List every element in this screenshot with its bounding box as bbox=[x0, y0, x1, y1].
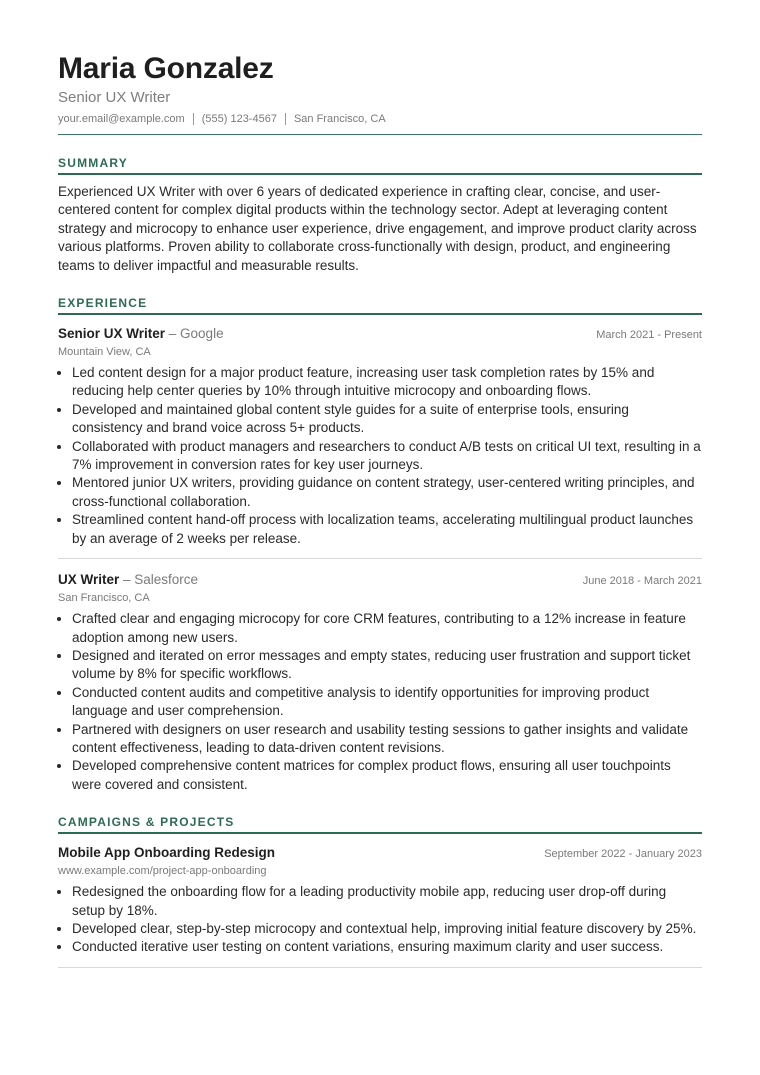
bullet-item: • Mentored junior UX writers, providing guidance on content strategy, user-centered writing principles, and cross-functional collaboration. bbox=[72, 474, 702, 511]
experience-entry-salesforce bbox=[58, 571, 702, 794]
candidate-name: Maria Gonzalez bbox=[58, 52, 274, 85]
bullet-item: • Developed and maintained global content style guides for a suite of enterprise tools, ensuring consistency and brand voice across 5+ products. bbox=[72, 401, 702, 438]
section-divider bbox=[58, 173, 702, 175]
bullet-item: • Developed clear, step-by-step microcopy and contextual help, improving initial feature discovery by 25%. bbox=[72, 920, 702, 938]
contact-phone[interactable]: (555) 123-4567 bbox=[201, 113, 277, 125]
candidate-role: Senior UX Writer bbox=[58, 89, 171, 106]
entry-title bbox=[58, 844, 275, 862]
contact-location: San Francisco, CA bbox=[293, 113, 386, 125]
entry-title bbox=[58, 325, 224, 343]
bullet-list bbox=[58, 364, 702, 548]
entry-header bbox=[58, 571, 702, 589]
bullet-item: • Collaborated with product managers and researchers to conduct A/B tests on critical UI text, resulting in a 7% improvement in conversion rates for key user journeys. bbox=[72, 438, 702, 475]
project-url[interactable]: www.example.com/project-app-onboarding bbox=[58, 865, 267, 878]
section-divider bbox=[58, 313, 702, 315]
experience-heading: EXPERIENCE bbox=[58, 296, 148, 311]
resume-header bbox=[58, 52, 702, 135]
bullet-item: • Redesigned the onboarding flow for a leading productivity mobile app, reducing user drop-off during setup by 18%. bbox=[72, 883, 702, 920]
contact-email[interactable]: your.email@example.com bbox=[58, 113, 185, 125]
company-name: – Google bbox=[165, 326, 224, 342]
bullet-item: • Conducted iterative user testing on content variations, ensuring maximum clarity and user success. bbox=[72, 938, 702, 956]
bullet-item: • Conducted content audits and competitive analysis to identify opportunities for improving product language and user comprehension. bbox=[72, 684, 702, 721]
company-name: – Salesforce bbox=[119, 572, 199, 588]
summary-text: Experienced UX Writer with over 6 years of dedicated experience in crafting clear, concise, and user-centered content for complex digital products within the technology sector. Adept at leveraging content strategy and microcopy to enhance user experience, drive engagement, and improve product clarity across various platforms. Proven ability to collaborate cross-functionally with design, product, and engineering teams to deliver impactful and measurable results. bbox=[58, 184, 697, 273]
entry-header bbox=[58, 325, 702, 343]
summary-section bbox=[58, 156, 702, 275]
bullet-item: • Designed and iterated on error messages and empty states, reducing user frustration and support ticket volume by 8% for specific workflows. bbox=[72, 647, 702, 684]
contact-line bbox=[58, 111, 702, 127]
contact-separator bbox=[285, 113, 286, 125]
entry-date: September 2022 - January 2023 bbox=[544, 848, 702, 861]
job-title: UX Writer bbox=[58, 572, 120, 588]
job-title: Senior UX Writer bbox=[58, 326, 166, 342]
bullet-list bbox=[58, 610, 702, 794]
bullet-item: • Partnered with designers on user research and usability testing sessions to gather insights and validate content effectiveness, leading to data-driven content revisions. bbox=[72, 721, 702, 758]
project-entry bbox=[58, 844, 702, 968]
entry-location: San Francisco, CA bbox=[58, 592, 150, 605]
project-title: Mobile App Onboarding Redesign bbox=[58, 845, 275, 861]
entry-location: Mountain View, CA bbox=[58, 346, 151, 359]
contact-separator bbox=[193, 113, 194, 125]
projects-section bbox=[58, 815, 702, 968]
entry-header bbox=[58, 844, 702, 862]
header-divider bbox=[58, 134, 702, 135]
experience-entry-google bbox=[58, 325, 702, 559]
bullet-item: • Crafted clear and engaging microcopy for core CRM features, contributing to a 12% increase in feature adoption among new users. bbox=[72, 610, 702, 647]
bullet-list bbox=[58, 883, 702, 957]
entry-date: June 2018 - March 2021 bbox=[582, 575, 702, 588]
entry-date: March 2021 - Present bbox=[596, 329, 702, 342]
entry-divider bbox=[58, 558, 702, 559]
bullet-item: • Streamlined content hand-off process with localization teams, accelerating multilingual product launches by an average of 2 weeks per release. bbox=[72, 511, 702, 548]
section-divider bbox=[58, 832, 702, 834]
projects-heading: CAMPAIGNS & PROJECTS bbox=[58, 815, 235, 830]
entry-divider bbox=[58, 967, 702, 968]
entry-title bbox=[58, 571, 198, 589]
bullet-item: • Led content design for a major product feature, increasing user task completion rates by 15% and reducing help center queries by 10% through intuitive microcopy and onboarding flows. bbox=[72, 364, 702, 401]
bullet-item: • Developed comprehensive content matrices for complex product flows, ensuring all user touchpoints were covered and consistent. bbox=[72, 757, 702, 794]
experience-section bbox=[58, 296, 702, 794]
summary-heading: SUMMARY bbox=[58, 156, 128, 170]
